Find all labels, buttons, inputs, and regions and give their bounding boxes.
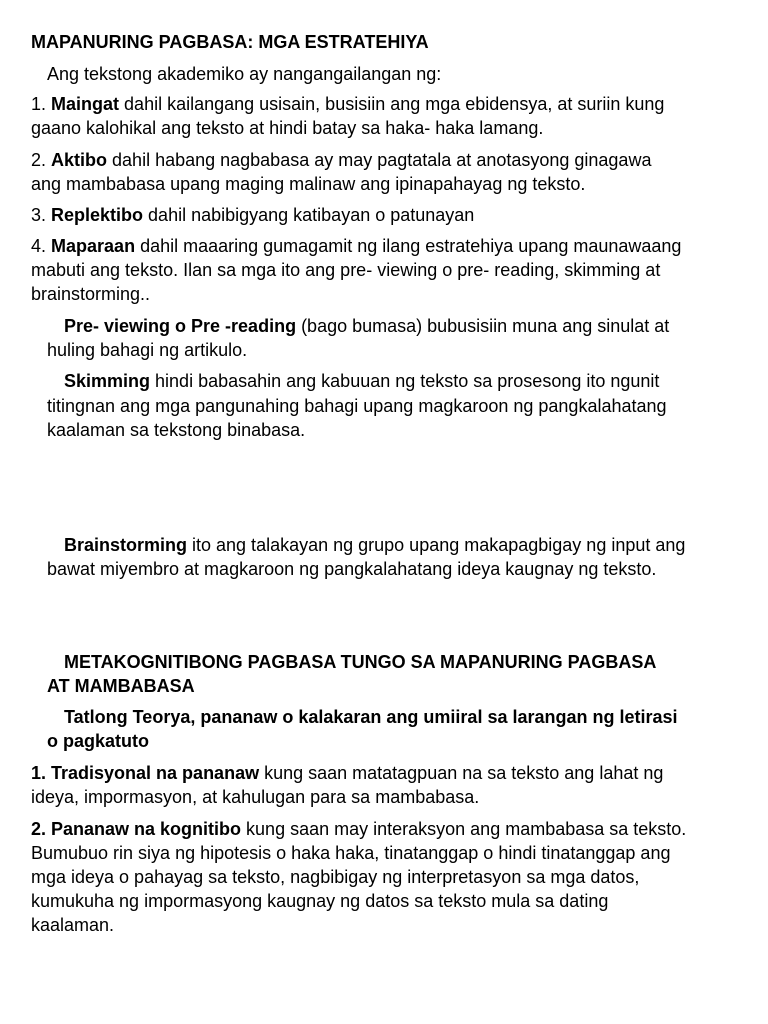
item-replektibo-line1: 3. Replektibo dahil nabibigyang katibayan o patunayan — [31, 205, 475, 225]
intro-text: Ang tekstong akademiko ay nangangailangan ng: — [47, 64, 442, 84]
strategy-brainstorming-line1: Brainstorming ito ang talakayan ng grupo upang makapagbigay ng input ang — [64, 535, 686, 555]
theory-tradisyonal-line2: ideya, impormasyon, at kahulugan para sa mambabasa. — [31, 787, 480, 807]
item-maparaan-line3: brainstorming.. — [31, 284, 151, 304]
section2-subheading-line1: Tatlong Teorya, pananaw o kalakaran ang umiiral sa larangan ng letirasi — [64, 707, 678, 727]
item-maingat-line2: gaano kalohikal ang teksto at hindi batay sa haka- haka lamang. — [31, 118, 544, 138]
theory-kognitibo-line3: mga ideya o pahayag sa teksto, nagbibigay ng interpretasyon sa mga datos, — [31, 867, 640, 887]
section2-subheading-line2: o pagkatuto — [47, 731, 149, 751]
strategy-skimming-line3: kaalaman sa tekstong binabasa. — [47, 420, 306, 440]
section2-heading-line2: AT MAMBABASA — [47, 676, 195, 696]
theory-kognitibo-line1: 2. Pananaw na kognitibo kung saan may interaksyon ang mambabasa sa teksto. — [31, 819, 687, 839]
section2-heading-line1: METAKOGNITIBONG PAGBASA TUNGO SA MAPANURING PAGBASA — [64, 652, 657, 672]
item-aktibo-line1: 2. Aktibo dahil habang nagbabasa ay may pagtatala at anotasyong ginagawa — [31, 150, 652, 170]
page-title: MAPANURING PAGBASA: MGA ESTRATEHIYA — [31, 32, 429, 52]
item-maparaan-line2: mabuti ang teksto. Ilan sa mga ito ang pre- viewing o pre- reading, skimming at — [31, 260, 661, 280]
strategy-previewing-line1: Pre- viewing o Pre -reading (bago bumasa) bubusisiin muna ang sinulat at — [64, 316, 670, 336]
strategy-skimming-line2: titingnan ang mga pangunahing bahagi upang magkaroon ng pangkalahatang — [47, 396, 667, 416]
item-maparaan-line1: 4. Maparaan dahil maaaring gumagamit ng ilang estratehiya upang maunawaang — [31, 236, 682, 256]
strategy-skimming-line1: Skimming hindi babasahin ang kabuuan ng teksto sa prosesong ito ngunit — [64, 371, 660, 391]
theory-kognitibo-line2: Bumubuo rin siya ng hipotesis o haka haka, tinatanggap o hindi tinatanggap ang — [31, 843, 671, 863]
item-maingat-line1: 1. Maingat dahil kailangang usisain, busisiin ang mga ebidensya, at suriin kung — [31, 94, 665, 114]
item-aktibo-line2: ang mambabasa upang maging malinaw ang ipinapahayag ng teksto. — [31, 174, 586, 194]
strategy-previewing-line2: huling bahagi ng artikulo. — [47, 340, 248, 360]
theory-kognitibo-line4: kumukuha ng impormasyong kaugnay ng datos sa teksto mula sa dating — [31, 891, 609, 911]
theory-kognitibo-line5: kaalaman. — [31, 915, 115, 935]
strategy-brainstorming-line2: bawat miyembro at magkaroon ng pangkalahatang ideya kaugnay ng teksto. — [47, 559, 657, 579]
theory-tradisyonal-line1: 1. Tradisyonal na pananaw kung saan matatagpuan na sa teksto ang lahat ng — [31, 763, 664, 783]
